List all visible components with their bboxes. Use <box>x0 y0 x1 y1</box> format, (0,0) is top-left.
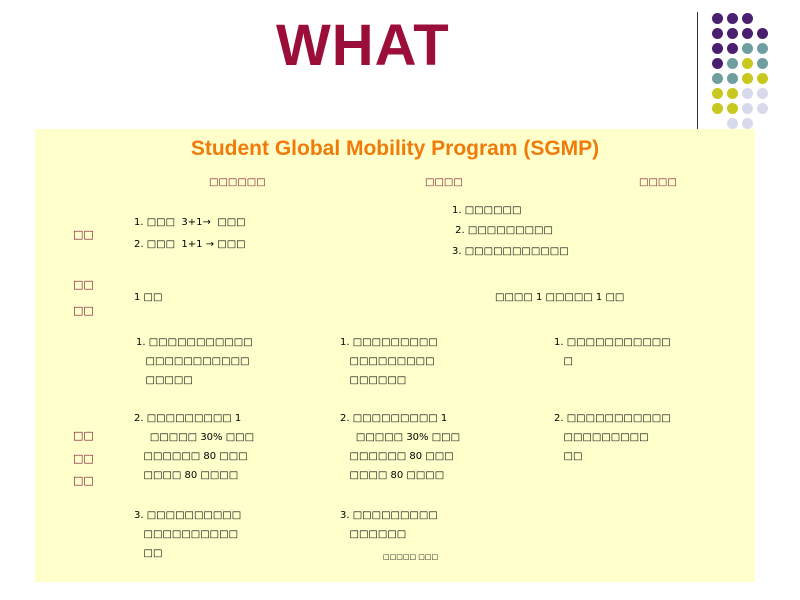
r1-col2-line2: 2. □□□□□□□□□ <box>452 225 553 236</box>
col-header-2: □□□□ <box>425 177 463 188</box>
decor-dot <box>727 73 738 84</box>
r2-col1: 1 □□ <box>134 292 163 303</box>
row-label-3a: □□ <box>73 429 94 442</box>
row-label-3c: □□ <box>73 474 94 487</box>
decor-dot <box>712 103 723 114</box>
r1-col2-line3: 3. □□□□□□□□□□□ <box>452 246 569 257</box>
decor-dot <box>742 58 753 69</box>
decor-dot <box>742 118 753 129</box>
r3-col3-item2: 2. □□□□□□□□□□□ □□□□□□□□□ □□ <box>554 413 671 462</box>
decor-dot <box>742 28 753 39</box>
r3-col2-item1: 1. □□□□□□□□□ □□□□□□□□□ □□□□□□ <box>340 337 438 386</box>
decor-dot <box>757 88 768 99</box>
decor-dot <box>727 118 738 129</box>
decor-dot <box>712 13 723 24</box>
r3-col2-item2: 2. □□□□□□□□□ 1 □□□□□ 30% □□□ □□□□□□ 80 □□□ □□□□ 80 □□□□ <box>340 413 461 481</box>
decor-dot <box>727 13 738 24</box>
decor-dot <box>757 43 768 54</box>
col-header-1: □□□□□□ <box>209 177 266 188</box>
decor-dot <box>742 73 753 84</box>
r3-col2-item3: 3. □□□□□□□□□ □□□□□□ <box>340 510 438 540</box>
decor-dot <box>727 58 738 69</box>
decor-dot <box>727 103 738 114</box>
decor-dot <box>712 43 723 54</box>
r1-col2-line1: 1. □□□□□□ <box>452 205 522 216</box>
row-label-2b: □□ <box>73 304 94 317</box>
decor-dot <box>712 73 723 84</box>
decor-dot <box>712 88 723 99</box>
row-label-3b: □□ <box>73 452 94 465</box>
decor-dot <box>757 103 768 114</box>
panel-title: Student Global Mobility Program (SGMP) <box>190 137 600 160</box>
row-label-2a: □□ <box>73 278 94 291</box>
decor-dot <box>757 73 768 84</box>
r1-col1-line2: 2. □□□ 1+1 → □□□ <box>134 239 246 250</box>
r3-col1-item3: 3. □□□□□□□□□□ □□□□□□□□□□ □□ <box>134 510 242 559</box>
decor-dot <box>742 103 753 114</box>
decor-dot <box>712 28 723 39</box>
r3-col3-item1: 1. □□□□□□□□□□□ □ <box>554 337 671 367</box>
decor-dot <box>757 58 768 69</box>
decor-dot <box>727 28 738 39</box>
program-panel <box>35 129 755 582</box>
decor-dot <box>727 43 738 54</box>
slide-title: WHAT <box>276 13 450 78</box>
col-header-3: □□□□ <box>639 177 677 188</box>
r3-col1-item2: 2. □□□□□□□□□ 1 □□□□□ 30% □□□ □□□□□□ 80 □□□ □□□□ 80 □□□□ <box>134 413 255 481</box>
r3-col2-note: □□□□□ □□□ <box>383 553 439 561</box>
decor-dot <box>742 13 753 24</box>
r2-col2: □□□□ 1 □□□□□ 1 □□ <box>495 292 625 303</box>
decor-dot <box>727 88 738 99</box>
decor-dot <box>742 43 753 54</box>
r1-col1-line1: 1. □□□ 3+1→ □□□ <box>134 217 246 228</box>
decor-dot <box>742 88 753 99</box>
decor-divider <box>697 12 698 129</box>
decor-dot <box>712 58 723 69</box>
decor-dot <box>757 28 768 39</box>
row-label-1: □□ <box>73 228 94 241</box>
r3-col1-item1: 1. □□□□□□□□□□□ □□□□□□□□□□□ □□□□□ <box>136 337 253 386</box>
